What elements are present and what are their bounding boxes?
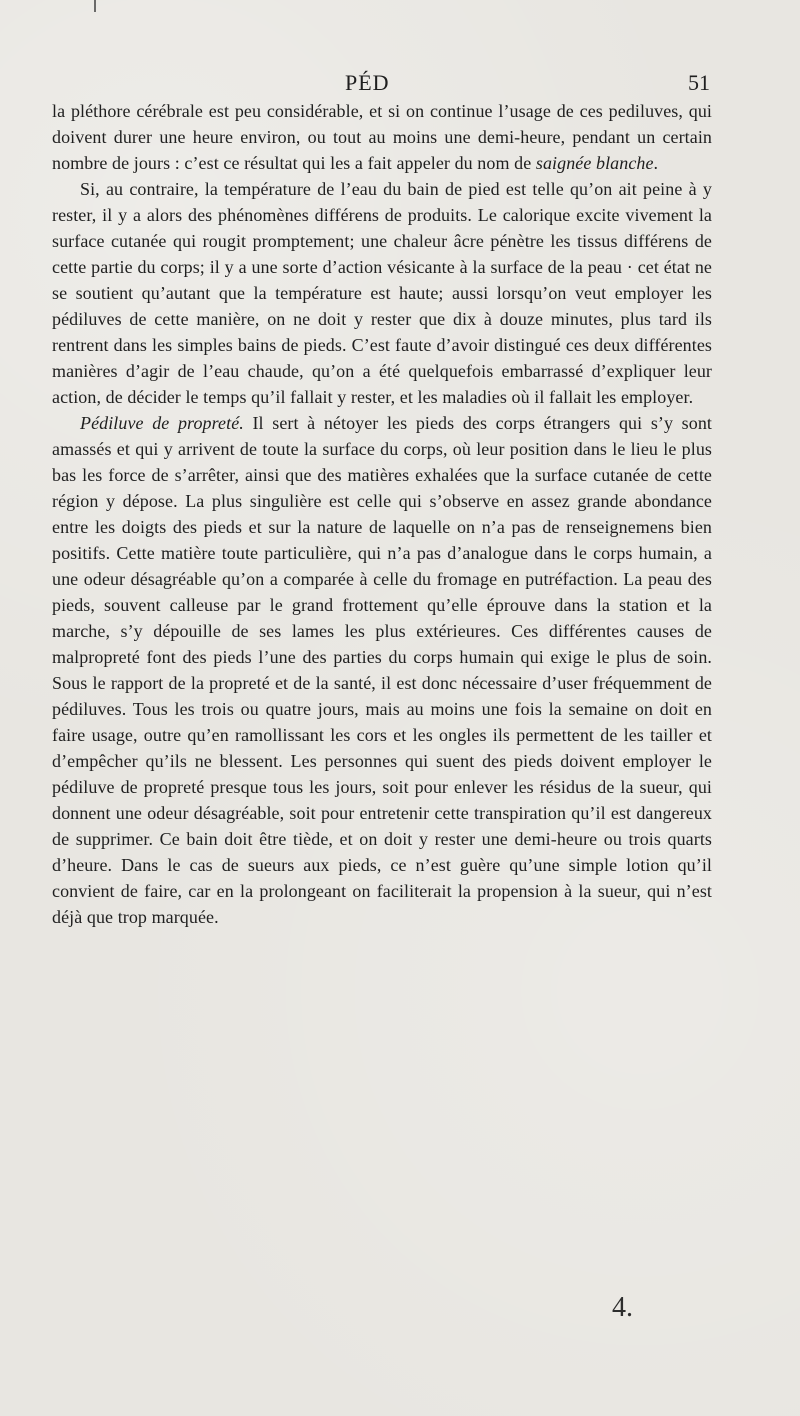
top-mark: [94, 0, 96, 12]
paragraph-1-end: .: [653, 153, 659, 173]
text-column: [52, 98, 712, 930]
paragraph-3-text: Il sert à nétoyer les pieds des corps étrangers qui s’y sont amassés et qui y arrivent de toute la surface du corps, où leur position dans le lieu le plus bas les force de s’arrêter, ainsi que des matières exhalées que la surface cutanée de cette région y dépose. La plus singulière est celle qui s’observe en assez grande abondance entre les doigts des pieds et sur la nature de laquelle on n’a pas de renseignemens bien positifs. Cette matière toute particulière, qui n’a pas d’analogue dans le corps humain, a une odeur désagréable qu’on a comparée à celle du fromage en putréfaction. La peau des pieds, souvent calleuse par le grand frottement qu’elle éprouve dans la station et la marche, s’y dépouille de ses lames les plus extérieures. Ces différentes causes de malpropreté font des pieds l’une des parties du corps humain qui exige le plus de soin. Sous le rapport de la propreté et de la santé, il est donc nécessaire d’user fréquemment de pédiluves. Tous les trois ou quatre jours, mais au moins une fois la semaine on doit en faire usage, outre qu’en ramollissant les cors et les ongles ils permettent de les tailler et d’empêcher qu’ils ne blessent. Les personnes qui suent des pieds doivent employer le pédiluve de propreté presque tous les jours, soit pour enlever les résidus de la sueur, qui donnent une odeur désagréable, soit pour entretenir cette transpiration qu’il est dangereux de supprimer. Ce bain doit être tiède, et on doit y rester une demi-heure ou trois quarts d’heure. Dans le cas de sueurs aux pieds, ce n’est guère qu’une simple lotion qu’il convient de faire, car en la prolongeant on faciliterait la propension à la sueur, qui n’est déjà que trop marquée.: [52, 413, 712, 927]
running-head: PÉD: [345, 70, 390, 95]
paragraph-2: Si, au contraire, la température de l’eau du bain de pied est telle qu’on ait peine à y rester, il y a alors des phénomènes différens de produits. Le calorique excite vivement la surface cutanée qui rougit promptement; une chaleur âcre pénètre les tissus différens de cette partie du corps; il y a une sorte d’action vésicante à la surface de la peau · cet état ne se soutient qu’autant que la température est haute; aussi lorsqu’on veut employer les pédiluves de cette manière, on ne doit y rester que dix à douze minutes, plus tard ils rentrent dans les simples bains de pieds. C’est faute d’avoir distingué ces deux différentes manières d’agir de l’eau chaude, qu’on a été quelquefois embarrassé d’expliquer leur action, de décider le temps qu’il fallait y rester, et les maladies où il fallait les employer.: [52, 179, 712, 407]
signature-mark: 4.: [612, 1292, 633, 1323]
paragraph-1: [52, 98, 712, 176]
page-number: 51: [688, 70, 710, 95]
paragraph-3-italic: Pédiluve de propreté.: [80, 413, 244, 433]
paragraph-1-italic: saignée blanche: [535, 153, 654, 173]
paragraph-1-text: la pléthore cérébrale est peu considérable, et si on continue l’usage de ces pediluves, qui doivent durer une heure environ, ou tout au moins une demi-heure, pendant un certain nombre de jours : c’est ce résultat qui les a fait appeler du nom de: [52, 101, 712, 173]
paragraph-3: [52, 410, 712, 930]
